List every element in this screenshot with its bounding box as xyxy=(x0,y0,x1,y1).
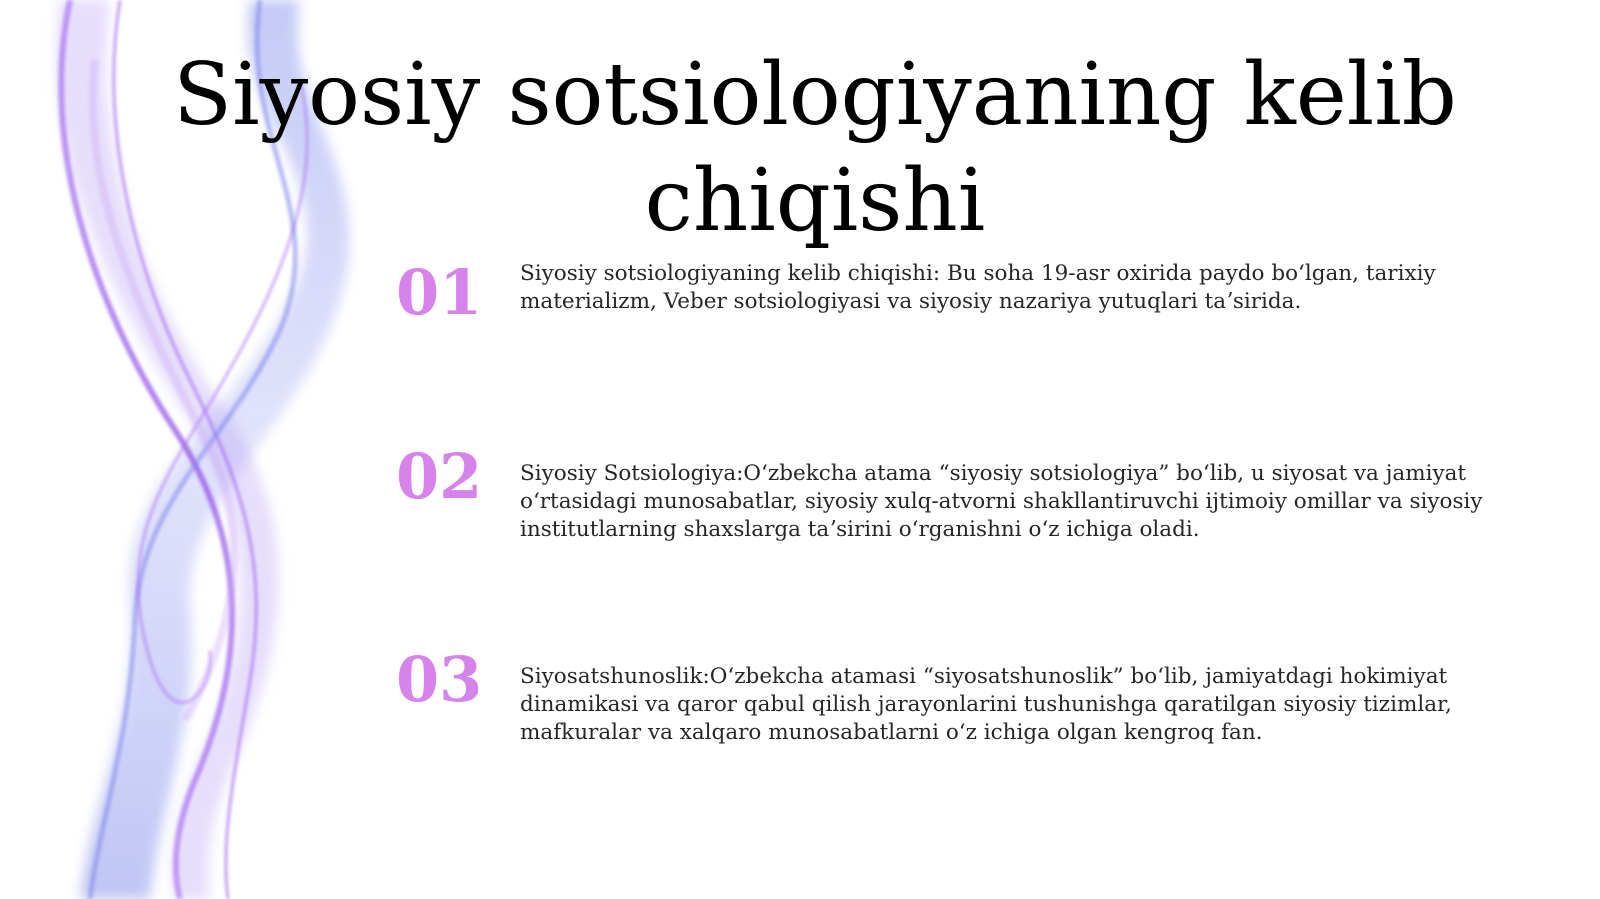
item-text: Siyosiy Sotsiologiya:Oʻzbekcha atama “siyosiy sotsiologiya” boʻlib, u siyosat va jamiyat oʻrtasidagi munosabatlar, siyosiy xulq-atvorni shakllantiruvchi ijtimoiy omillar va siyosiy institutlarning shaxslarga taʼsirini oʻrganishni oʻz ichiga oladi. xyxy=(520,461,1483,542)
item-number: 02 xyxy=(396,440,483,513)
item-text: Siyosiy sotsiologiyaning kelib chiqishi: Bu soha 19-asr oxirida paydo boʻlgan, tarixiy materializm, Veber sotsiologiyasi va siyosiy nazariya yutuqlari taʼsirida. xyxy=(520,261,1436,314)
item-number: 01 xyxy=(396,256,483,329)
item-text: Siyosatshunoslik:Oʻzbekcha atamasi “siyosatshunoslik” boʻlib, jamiyatdagi hokimiyat dinamikasi va qaror qabul qilish jarayonlarini tushunishga qaratilgan siyosiy tizimlar, mafkuralar va xalqaro munosabatlarni oʻz ichiga olgan kengroq fan. xyxy=(520,664,1452,745)
slide-title: Siyosiy sotsiologiyaning kelib chiqishi xyxy=(173,45,1457,251)
item-number: 03 xyxy=(396,643,483,716)
